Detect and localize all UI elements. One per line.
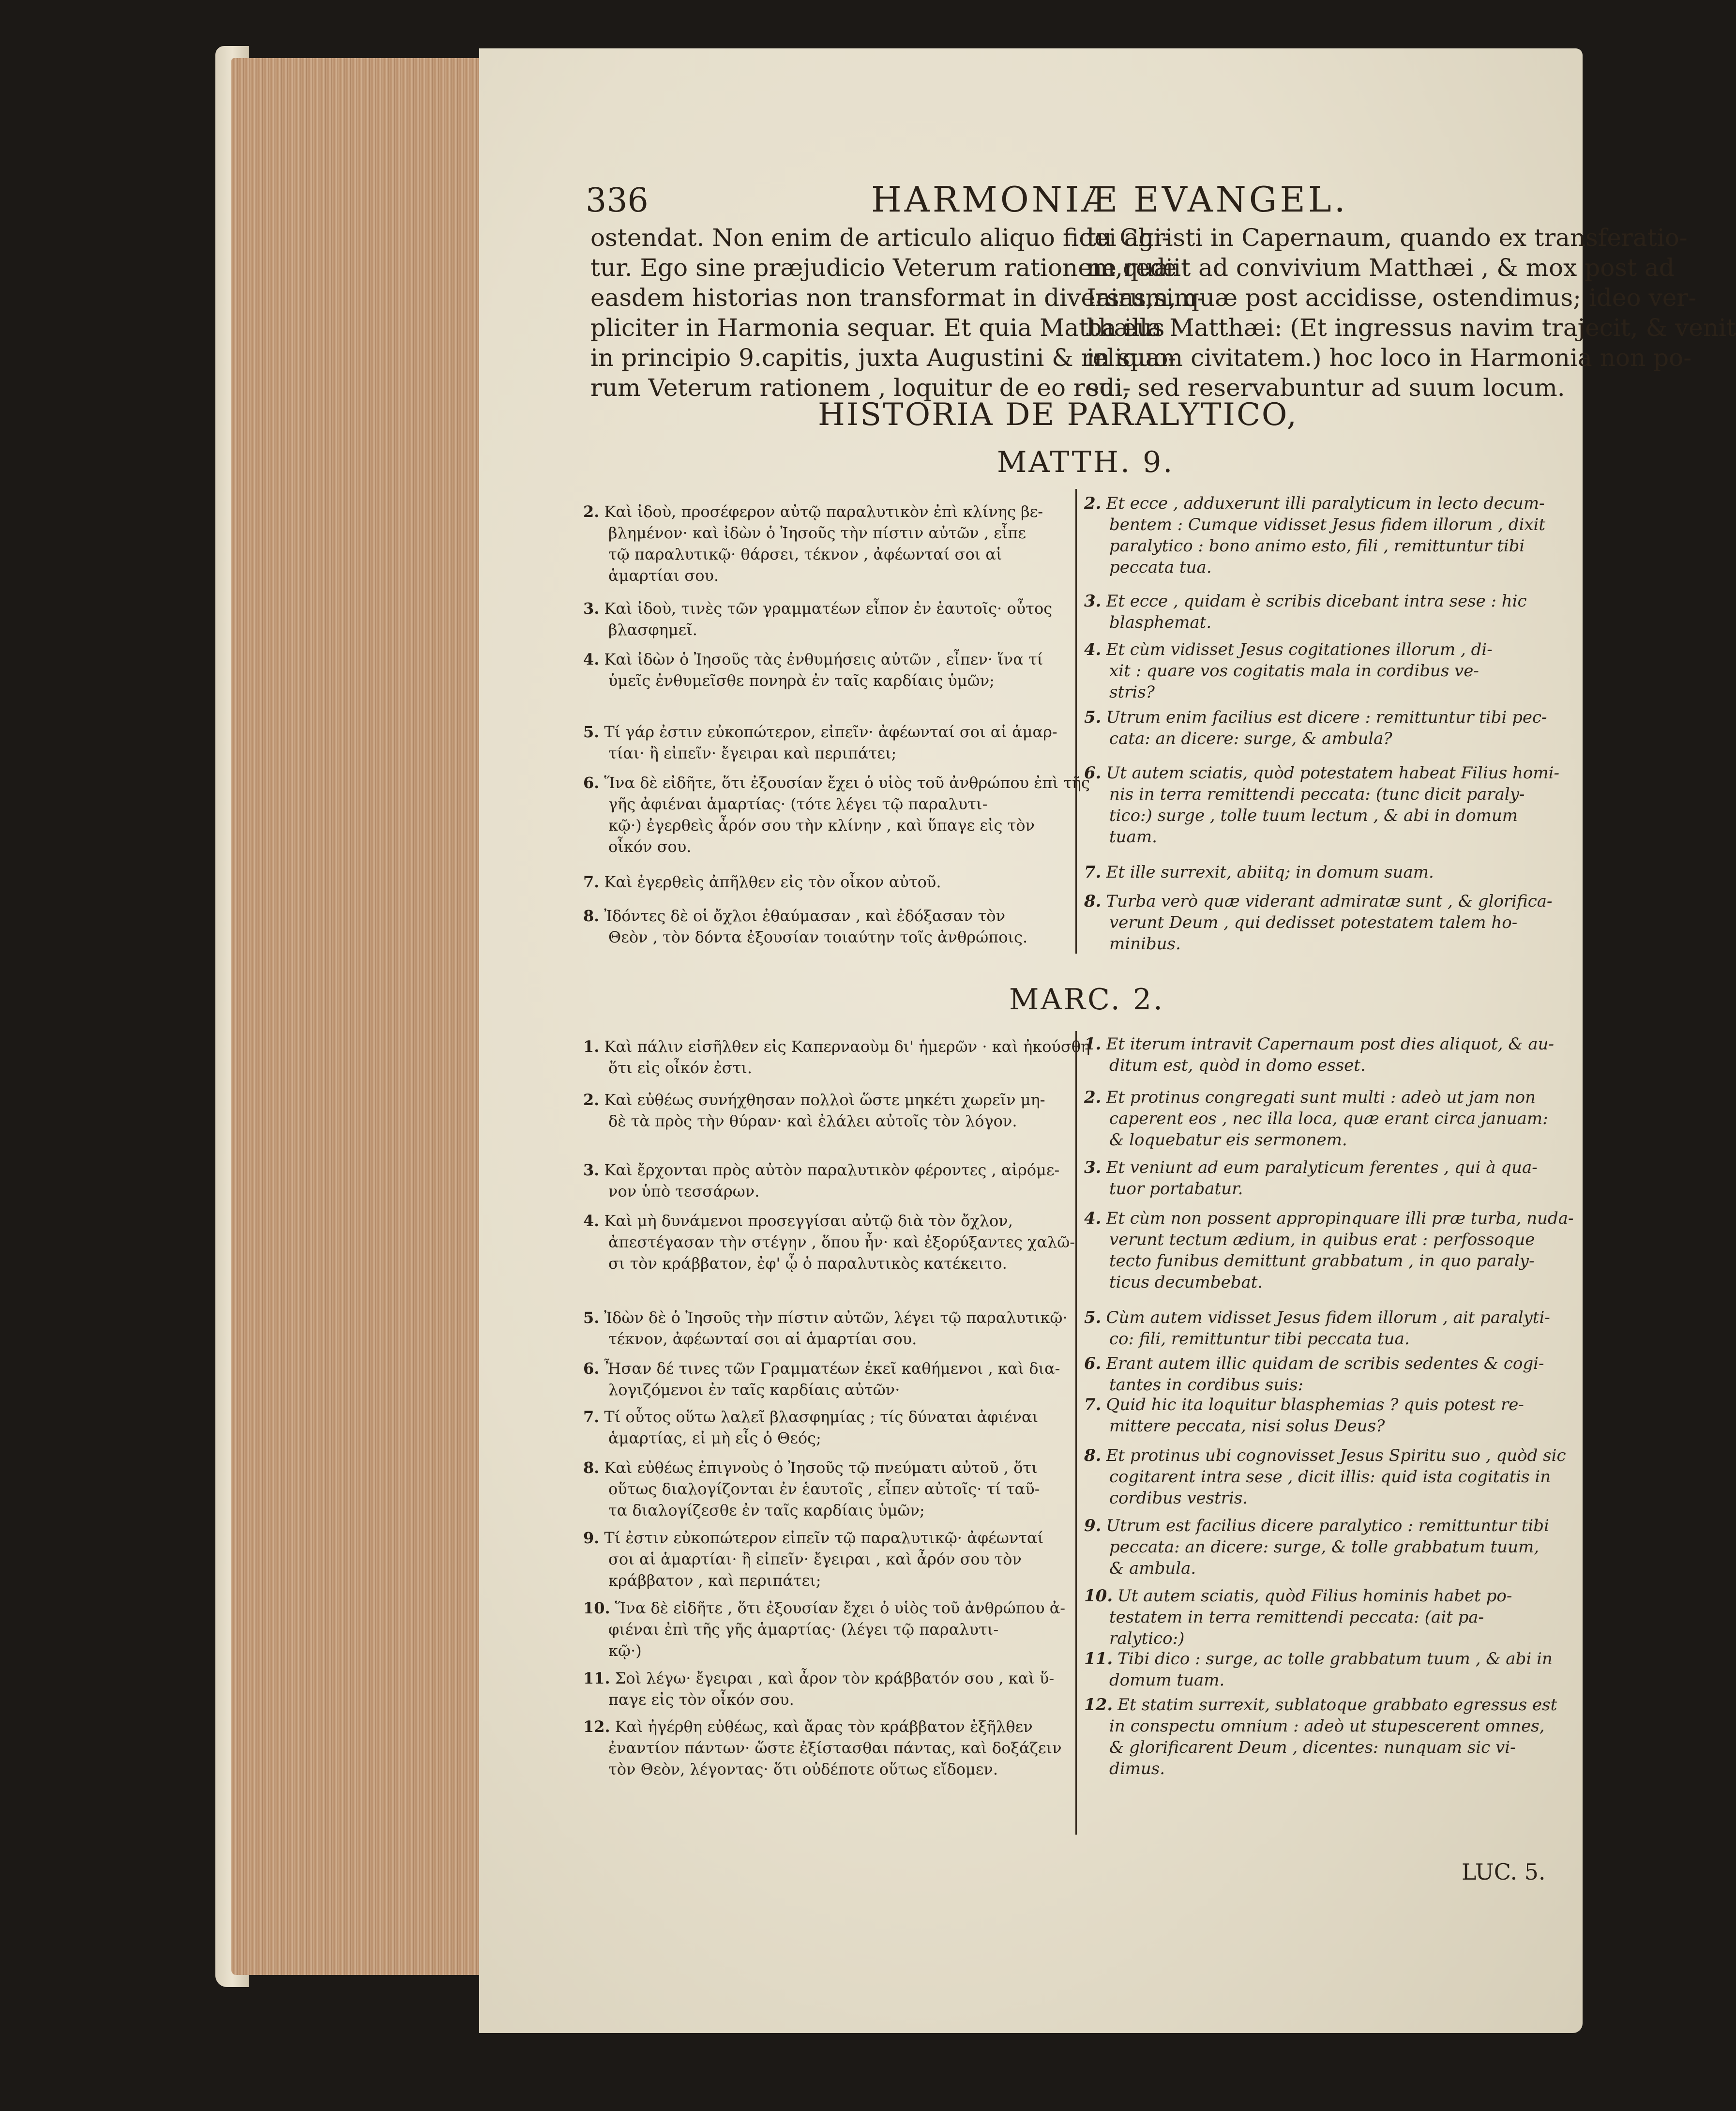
verse-number: 2. [1084,494,1102,513]
verse-marc-greek [583,1406,1067,1449]
catchword: LUC. 5. [1462,1859,1546,1885]
verse-line [1084,1515,1561,1536]
verse-line [1084,1129,1561,1151]
verse-text: Erant autem illic quidam de scribis sedentes & cogi- [1106,1354,1544,1373]
verse-number: 3. [1084,592,1102,611]
verse-text: ὅτι εἰς οἶκόν ἐστι. [608,1059,753,1077]
verse-text: Et cùm vidisset Jesus cogitationes illorum , di- [1106,640,1493,659]
verse-line [1084,639,1561,660]
verse-text: caperent eos , nec illa loca, quæ erant circa januam: [1109,1109,1548,1128]
verse-text: Quid hic ita loquitur blasphemias ? quis potest re- [1106,1395,1524,1414]
verse-line [583,1737,1067,1759]
verse-line [1084,1353,1561,1374]
verse-line [1084,1466,1561,1488]
verse-line [1084,1670,1561,1691]
verse-number: 3. [583,1161,600,1179]
verse-text: οἶκόν σου. [608,837,692,856]
verse-text: Et protinus ubi cognovisset Jesus Spiritu suo , quòd sic [1106,1446,1566,1465]
verse-text: τίαι· ἢ εἰπεῖν· ἔγειραι καὶ περιπάτει; [608,744,897,762]
verse-marc-latin [1084,1208,1574,1293]
verse-text: cordibus vestris. [1109,1488,1248,1508]
verse-line [1084,514,1561,535]
verse-number: 5. [583,1308,600,1327]
verse-marc-latin [1084,1157,1561,1200]
text-line: tur. Ego sine præjudicio Veterum rationem,quæ [590,254,1177,282]
verse-matth-latin [1084,493,1561,578]
verse-number: 6. [583,774,600,792]
verse-text: ralytico:) [1109,1629,1185,1648]
text-line: in suam civitatem.) hoc loco in Harmonia non po- [1087,344,1692,372]
verse-line [1084,1737,1561,1758]
verse-number: 4. [583,650,600,668]
verse-line [1084,1087,1561,1108]
matthew-heading: MATTH. 9. [997,445,1175,479]
verse-line [1084,1445,1566,1466]
intro-text-left [590,223,1205,403]
verse-line [583,1406,1067,1428]
verse-line [1084,784,1561,805]
verse-line [583,1500,1067,1521]
verse-text: verunt tectum ædium, in quibus erat : perfossoque [1109,1230,1535,1249]
verse-text: blasphemat. [1109,613,1212,632]
verse-text: Καὶ ἐγερθεὶς ἀπῆλθεν εἰς τὸν οἶκον αὐτοῦ. [604,873,941,891]
verse-line [583,1478,1067,1500]
verse-text: κῷ·) [608,1641,642,1660]
verse-number: 2. [583,502,600,521]
verse-text: Et ecce , quidam è scribis dicebant intra sese : hic [1106,592,1527,611]
verse-text: ditum est, quòd in domo esset. [1109,1056,1366,1075]
verse-marc-greek [583,1307,1067,1350]
verse-text: κράββατον , καὶ περιπάτει; [608,1571,821,1590]
verse-line [583,1570,1067,1591]
verse-text: tantes in cordibus suis: [1109,1375,1303,1395]
verse-marc-greek [583,1210,1075,1274]
verse-line [1084,612,1561,633]
verse-text: ticus decumbebat. [1109,1273,1263,1292]
text-line: pliciter in Harmonia sequar. Et quia Matthæus [590,314,1165,342]
verse-text: Tibi dico : surge, ac tolle grabbatum tuum , & abi in [1117,1649,1553,1669]
verse-line [1084,1536,1561,1558]
verse-marc-greek [583,1716,1067,1780]
text-line: ostendat. Non enim de articulo aliquo fidei agi- [590,224,1170,252]
verse-number: 3. [1084,1158,1102,1177]
verse-text: Καὶ ἔρχονται πρὸς αὐτὸν παραλυτικὸν φέροντες , αἰρόμε- [604,1161,1060,1179]
text-line: tu Christi in Capernaum, quando ex transferatio- [1087,224,1688,252]
verse-text: nis in terra remittendi peccata: (tunc dicit paraly- [1109,785,1525,804]
verse-marc-latin [1084,1445,1566,1509]
verse-text: minibus. [1109,934,1181,954]
verse-text: τα διαλογίζεσθε ἐν ταῖς καρδίαις ὑμῶν; [608,1501,925,1519]
verse-line [583,926,1067,948]
verse-marc-greek [583,1597,1067,1661]
verse-text: stris? [1109,683,1155,702]
verse-line [1084,1157,1561,1178]
verse-number: 11. [1084,1649,1113,1669]
verse-text: ἁμαρτίας, εἰ μὴ εἷς ὁ Θεός; [608,1429,821,1447]
verse-line [583,905,1067,926]
verse-number: 1. [1084,1034,1102,1054]
verse-line [583,1210,1067,1231]
verse-text: Et protinus congregati sunt multi : adeò ut jam non [1106,1088,1536,1107]
page-block-edges [231,58,483,1975]
verse-matth-latin [1084,707,1561,749]
verse-text: Ut autem sciatis, quòd potestatem habeat Filius homi- [1106,763,1559,783]
verse-line [1084,1108,1561,1129]
verse-line [583,743,1067,764]
verse-line [583,1689,1067,1710]
verse-text: σι τὸν κράββατον, ἐφ' ᾧ ὁ παραλυτικὸς κατέκειτο. [608,1254,1007,1273]
verse-line [583,815,1067,836]
verse-number: 12. [1084,1695,1113,1715]
verse-matth-greek [583,598,1067,640]
text-line: rum Veterum rationem , loquitur de eo redi- [590,374,1131,402]
verse-text: testatem in terra remittendi peccata: (ait pa- [1109,1608,1484,1627]
verse-line [583,721,1067,743]
verse-text: Ἰδὼν δὲ ὁ Ἰησοῦς τὴν πίστιν αὐτῶν, λέγει τῷ παραλυτικῷ· [604,1308,1068,1327]
verse-text: & ambula. [1109,1559,1196,1578]
verse-line [1084,1488,1561,1509]
verse-number: 5. [1084,1308,1102,1327]
verse-text: νον ὑπὸ τεσσάρων. [608,1182,760,1200]
verse-text: κῷ·) ἐγερθεὶς ἆρόν σου τὴν κλίνην , καὶ ὕπαγε εἰς τὸν [608,816,1035,835]
verse-line [1084,805,1561,826]
verse-marc-greek [583,1358,1067,1400]
verse-number: 7. [1084,863,1102,882]
verse-marc-latin [1084,1307,1561,1350]
verse-text: τέκνον, ἀφέωνταί σοι αἱ ἁμαρτίαι σου. [608,1330,917,1348]
text-line: sui, sed reservabuntur ad suum locum. [1087,374,1565,402]
verse-line [583,1527,1067,1549]
verse-line [583,1619,1067,1640]
verse-text: & glorificarent Deum , dicentes: nunquam sic vi- [1109,1738,1516,1757]
text-line: easdem historias non transformat in diversas,sim- [590,284,1205,312]
verse-number: 10. [583,1599,610,1617]
verse-text: ἀπεστέγασαν τὴν στέγην , ὅπου ἦν· καὶ ἐξορύξαντες χαλῶ- [608,1233,1075,1251]
verse-line [1084,707,1561,728]
verse-line [583,1549,1067,1570]
verse-line [1084,1272,1561,1293]
verse-line [1084,1628,1561,1649]
verse-line [583,1379,1067,1400]
verse-text: paralytico : bono animo esto, fili , remittuntur tibi [1109,536,1525,556]
verse-text: Cùm autem vidisset Jesus fidem illorum , ait paralyti- [1106,1308,1550,1327]
verse-text: Τί γάρ ἐστιν εὐκοπώτερον, εἰπεῖν· ἀφέωνταί σοι αἱ ἁμαρ- [604,723,1057,741]
verse-line [1084,1648,1561,1670]
verse-number: 12. [583,1717,610,1736]
verse-line [1084,660,1561,682]
verse-matth-greek [583,905,1067,948]
verse-marc-greek [583,1089,1067,1132]
verse-text: Et ecce , adduxerunt illi paralyticum in lecto decum- [1106,494,1545,513]
verse-text: tuor portabatur. [1109,1179,1243,1199]
verse-line [583,1307,1067,1328]
verse-line [1084,1607,1561,1628]
verse-text: Καὶ ἰδοὺ, τινὲς τῶν γραμματέων εἶπον ἐν ἑαυτοῖς· οὗτος [604,599,1053,618]
verse-number: 4. [583,1212,600,1230]
column-divider [1075,489,1077,954]
verse-text: ὑμεῖς ἐνθυμεῖσθε πονηρὰ ἐν ταῖς καρδίαις ὑμῶν; [608,671,995,690]
verse-line [583,1328,1067,1350]
verse-number: 6. [1084,1354,1102,1373]
verse-number: 8. [583,1458,600,1477]
verse-line [583,649,1067,670]
text-line: ba illa Matthæi: (Et ingressus navim trajecit, & venit [1087,314,1736,342]
verse-line [583,1159,1067,1181]
verse-matth-latin [1084,591,1561,633]
verse-number: 9. [583,1529,600,1547]
verse-line [1084,1694,1561,1716]
verse-text: xit : quare vos cogitatis mala in cordibus ve- [1109,661,1479,681]
verse-text: peccata tua. [1109,558,1212,577]
verse-line [1084,933,1561,955]
verse-line [583,522,1067,544]
verse-line [1084,1178,1561,1200]
verse-text: peccata: an dicere: surge, & tolle grabbatum tuum, [1109,1537,1540,1557]
verse-text: Utrum est facilius dicere paralytico : remittuntur tibi [1106,1516,1549,1535]
verse-number: 8. [1084,892,1102,911]
verse-text: οὕτως διαλογίζονται ἐν ἑαυτοῖς , εἶπεν αὐτοῖς· τί ταῦ- [608,1480,1040,1498]
verse-text: Τί οὗτος οὕτω λαλεῖ βλασφημίας ; τίς δύναται ἀφιέναι [604,1408,1039,1426]
running-title: HARMONIÆ EVANGEL. [871,179,1348,220]
verse-line [1084,1415,1561,1437]
verse-matth-latin [1084,762,1561,848]
verse-line [583,1597,1067,1619]
verse-number: 3. [583,599,600,618]
verse-text: Ut autem sciatis, quòd Filius hominis habet po- [1117,1586,1512,1606]
verse-number: 4. [1084,640,1102,659]
verse-text: Καὶ ἰδὼν ὁ Ἰησοῦς τὰς ἐνθυμήσεις αὐτῶν , εἶπεν· ἵνα τί [604,650,1043,668]
verse-number: 8. [583,907,600,925]
verse-line [583,836,1067,857]
verse-line [583,772,1090,793]
verse-number: 2. [1084,1088,1102,1107]
verse-marc-latin [1084,1353,1561,1396]
verse-text: Turba verò quæ viderant admiratæ sunt , & glorifica- [1106,892,1553,911]
verse-line [583,544,1067,565]
verse-line [583,619,1067,640]
verse-text: verunt Deum , qui dedisset potestatem talem ho- [1109,913,1518,932]
verse-line [583,670,1067,691]
verse-text: σοι αἱ ἁμαρτίαι· ἢ εἰπεῖν· ἔγειραι , καὶ ἆρόν σου τὸν [608,1550,1022,1568]
verse-line [1084,1716,1561,1737]
verse-text: τὸν Θεὸν, λέγοντας· ὅτι οὐδέποτε οὕτως εἴδομεν. [608,1760,998,1778]
page-number: 336 [586,182,649,220]
verse-text: βλασφημεῖ. [608,621,697,639]
verse-line [583,598,1067,619]
verse-text: Ἰδόντες δὲ οἱ ὄχλοι ἐθαύμασαν , καὶ ἐδόξασαν τὸν [604,907,1006,925]
verse-line [1084,1033,1561,1055]
verse-line [1084,1585,1561,1607]
verse-text: βλημένον· καὶ ἰδὼν ὁ Ἰησοῦς τὴν πίστιν αὐτῶν , εἶπε [608,524,1026,542]
verse-line [1084,728,1561,749]
verse-line [1084,1250,1561,1272]
verse-text: co: fili, remittuntur tibi peccata tua. [1109,1329,1410,1349]
verse-text: Et iterum intravit Capernaum post dies aliquot, & au- [1106,1034,1555,1054]
verse-line [583,1640,1067,1661]
verse-text: ἐναντίον πάντων· ὥστε ἐξίστασθαι πάντας, καὶ δοξάζειν [608,1739,1062,1757]
verse-line [583,1759,1067,1780]
verse-line [1084,762,1561,784]
verse-matth-greek [583,772,1090,857]
verse-marc-latin [1084,1585,1561,1649]
verse-number: 7. [1084,1395,1102,1414]
verse-line [1084,591,1561,612]
verse-text: domum tuam. [1109,1671,1225,1690]
verse-marc-latin [1084,1087,1561,1151]
verse-number: 11. [583,1669,610,1687]
verse-marc-latin [1084,1694,1561,1779]
verse-number: 5. [1084,708,1102,727]
verse-text: in conspectu omnium : adeò ut stupescerent omnes, [1109,1716,1545,1736]
verse-line [1084,682,1561,703]
verse-number: 10. [1084,1586,1113,1606]
verse-text: tuam. [1109,827,1157,847]
verse-number: 1. [583,1037,600,1056]
verse-line [1084,1758,1561,1779]
verse-marc-greek [583,1527,1067,1591]
verse-text: mittere peccata, nisi solus Deus? [1109,1416,1385,1436]
verse-line [583,1716,1067,1737]
verse-line [1084,862,1561,883]
verse-line [583,871,1067,893]
column-divider [1075,1031,1077,1835]
verse-text: τῷ παραλυτικῷ· θάρσει, τέκνον , ἀφέωνταί σοι αἱ [608,545,1002,563]
verse-text: φιέναι ἐπὶ τῆς γῆς ἁμαρτίας· (λέγει τῷ παραλυτι- [608,1620,999,1639]
verse-line [583,501,1067,522]
verse-text: dimus. [1109,1759,1165,1778]
verse-text: tecto funibus demittunt grabbatum , in quo paraly- [1109,1251,1535,1271]
verse-line [583,1036,1090,1057]
text-line: Iairum, quæ post accidisse, ostendimus; ideo ver- [1087,284,1697,312]
verse-text: bentem : Cumque vidisset Jesus fidem illorum , dixit [1109,515,1546,534]
verse-number: 6. [1084,763,1102,783]
verse-marc-greek [583,1457,1067,1521]
verse-line [1084,1394,1561,1415]
verse-line [583,793,1067,815]
verse-matth-latin [1084,891,1561,955]
verse-marc-latin [1084,1648,1561,1691]
verse-text: Καὶ εὐθέως ἐπιγνοὺς ὁ Ἰησοῦς τῷ πνεύματι αὐτοῦ , ὅτι [604,1458,1038,1477]
verse-line [1084,535,1561,557]
verse-text: tico:) surge , tolle tuum lectum , & abi in domum [1109,806,1518,825]
verse-text: Καὶ ἰδοὺ, προσέφερον αὐτῷ παραλυτικὸν ἐπὶ κλίνης βε- [604,502,1043,521]
verse-line [1084,493,1561,514]
verse-text: Καὶ ἠγέρθη εὐθέως, καὶ ἄρας τὸν κράββατον ἐξῆλθεν [615,1717,1033,1736]
verse-line [1084,826,1561,848]
verse-line [1084,557,1561,578]
verse-text: Ἦσαν δέ τινες τῶν Γραμματέων ἐκεῖ καθήμενοι , καὶ δια- [604,1359,1060,1378]
verse-line [1084,891,1561,912]
verse-text: Καὶ μὴ δυνάμενοι προσεγγίσαι αὐτῷ διὰ τὸν ὄχλον, [604,1212,1013,1230]
verse-number: 8. [1084,1446,1102,1465]
verse-line [1084,1307,1561,1328]
verse-number: 4. [1084,1209,1102,1228]
verse-number: 6. [583,1359,600,1378]
text-line: ne rediit ad convivium Matthæi , & mox post ad [1087,254,1675,282]
verse-line [583,1253,1067,1274]
verse-text: Καὶ εὐθέως συνήχθησαν πολλοὶ ὥστε μηκέτι χωρεῖν μη- [604,1091,1045,1109]
verse-text: Τί ἐστιν εὐκοπώτερον εἰπεῖν τῷ παραλυτικῷ· ἀφέωνταί [604,1529,1044,1547]
verse-text: Σοὶ λέγω· ἔγειραι , καὶ ἆρον τὸν κράββατόν σου , καὶ ὕ- [615,1669,1055,1687]
verse-marc-latin [1084,1394,1561,1437]
verse-matth-latin [1084,639,1561,703]
verse-text: Ἵνα δὲ εἰδῆτε, ὅτι ἐξουσίαν ἔχει ὁ υἱὸς τοῦ ἀνθρώπου ἐπὶ τῆς [604,774,1090,792]
verse-text: Ἵνα δὲ εἰδῆτε , ὅτι ἐξουσίαν ἔχει ὁ υἱὸς τοῦ ἀνθρώπου ἀ- [615,1599,1066,1617]
verse-line [1084,1374,1561,1396]
verse-marc-greek [583,1668,1067,1710]
verse-line [1084,912,1561,933]
verse-marc-latin [1084,1515,1561,1579]
verse-text: δὲ τὰ πρὸς τὴν θύραν· καὶ ἐλάλει αὐτοῖς τὸν λόγον. [608,1112,1017,1130]
verse-text: cata: an dicere: surge, & ambula? [1109,729,1392,748]
verse-line [583,1181,1067,1202]
verse-number: 2. [583,1091,600,1109]
verse-text: Et veniunt ad eum paralyticum ferentes , qui à qua- [1106,1158,1538,1177]
verse-line [583,1358,1067,1379]
verse-matth-greek [583,721,1067,764]
verse-marc-greek [583,1159,1067,1202]
verse-text: cogitarent intra sese , dicit illis: quid ista cogitatis in [1109,1467,1551,1487]
verse-line [583,565,1067,586]
verse-line [1084,1208,1574,1229]
verse-matth-greek [583,871,1067,893]
verse-text: γῆς ἀφιέναι ἁμαρτίας· (τότε λέγει τῷ παραλυτι- [608,795,988,813]
verse-line [1084,1229,1561,1250]
verse-number: 9. [1084,1516,1102,1535]
verse-text: ἁμαρτίαι σου. [608,566,719,585]
verse-text: Et ille surrexit, abiitq; in domum suam. [1106,863,1434,882]
intro-text-right [1087,223,1736,403]
verse-line [583,1428,1067,1449]
verse-marc-greek [583,1036,1090,1078]
verse-number: 7. [583,873,600,891]
verse-line [583,1668,1067,1689]
section-title: HISTORIA DE PARALYTICO, [818,397,1298,433]
mark-heading: MARC. 2. [1009,983,1165,1017]
verse-line [1084,1328,1561,1350]
verse-text: Θεὸν , τὸν δόντα ἐξουσίαν τοιαύτην τοῖς ἀνθρώποις. [608,928,1028,946]
verse-line [583,1057,1067,1078]
verse-text: παγε εἰς τὸν οἶκόν σου. [608,1690,794,1709]
verse-matth-latin [1084,862,1561,883]
verse-text: Et statim surrexit, sublatoque grabbato egressus est [1117,1695,1557,1715]
verse-text: Et cùm non possent appropinquare illi præ turba, nuda- [1106,1209,1574,1228]
text-line: in principio 9.capitis, juxta Augustini & reliquo- [590,344,1177,372]
verse-line [583,1089,1067,1110]
verse-matth-greek [583,649,1067,691]
verse-line [1084,1055,1561,1076]
verse-text: Utrum enim facilius est dicere : remittuntur tibi pec- [1106,708,1547,727]
verse-line [583,1110,1067,1132]
verse-number: 7. [583,1408,600,1426]
verse-text: Καὶ πάλιν εἰσῆλθεν εἰς Καπερναοὺμ δι' ἡμερῶν · καὶ ἠκούσθη [604,1037,1090,1056]
verse-line [583,1457,1067,1478]
verse-line [1084,1558,1561,1579]
verse-matth-greek [583,501,1067,586]
verse-marc-latin [1084,1033,1561,1076]
verse-line [583,1231,1075,1253]
verse-number: 5. [583,723,600,741]
verse-text: λογιζόμενοι ἐν ταῖς καρδίαις αὐτῶν· [608,1381,900,1399]
verse-text: & loquebatur eis sermonem. [1109,1130,1347,1150]
